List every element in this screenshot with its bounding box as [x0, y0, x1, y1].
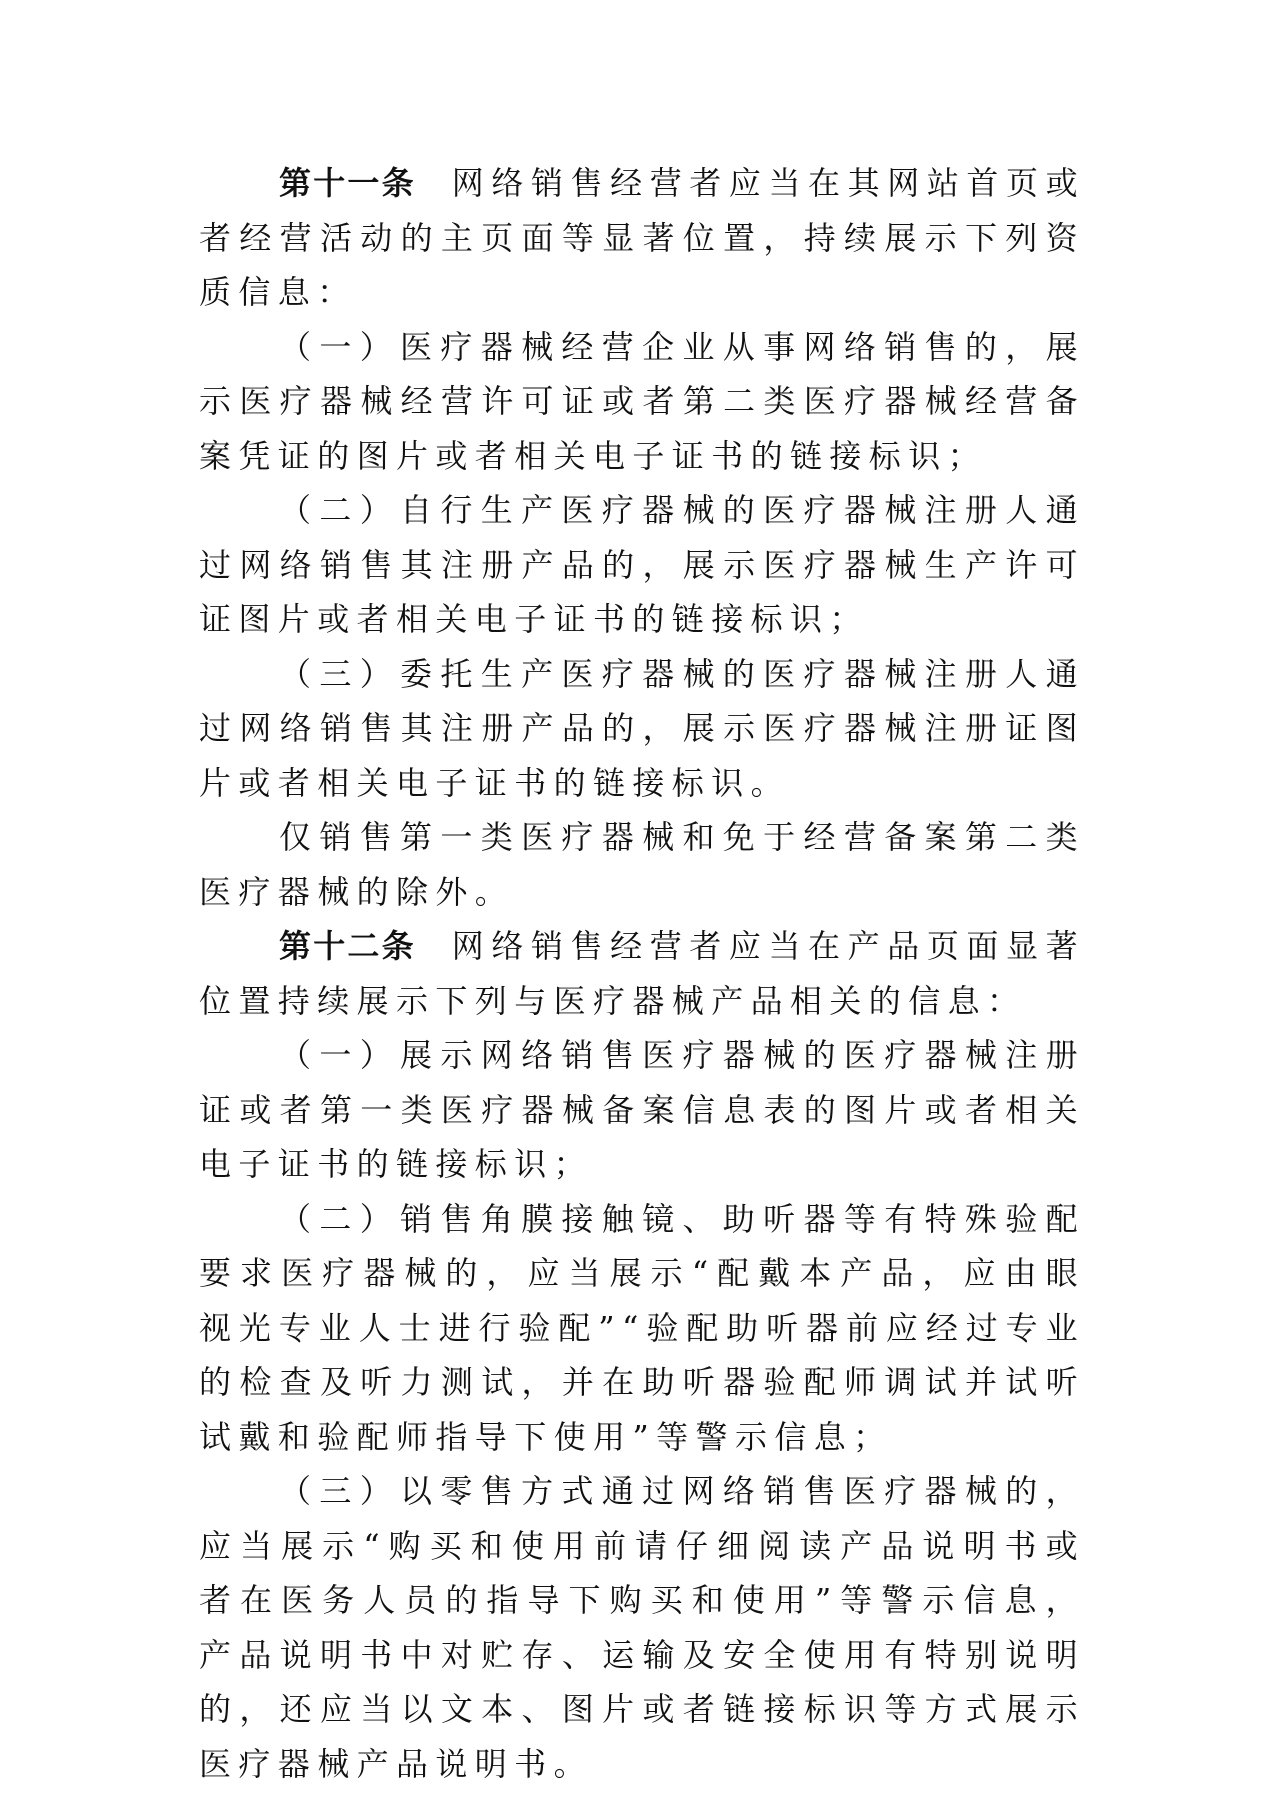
article-11-item-2: （二）自行生产医疗器械的医疗器械注册人通过网络销售其注册产品的，展示医疗器械生产许可证图片或者相关电子证书的链接标识；	[199, 491, 1085, 638]
document-page	[199, 156, 1085, 1791]
article-11-item-1: （一）医疗器械经营企业从事网络销售的，展示医疗器械经营许可证或者第二类医疗器械经营备案凭证的图片或者相关电子证书的链接标识；	[199, 327, 1085, 475]
article-12-item-2: （二）销售角膜接触镜、助听器等有特殊验配要求医疗器械的，应当展示“配戴本产品，应由眼视光专业人士进行验配”“验配助听器前应经过专业的检查及听力测试，并在助听器验配师调试并试听试戴和验配师指导下使用”等警示信息；	[199, 1199, 1085, 1456]
article-12-paragraph	[199, 919, 1085, 1028]
article-12-heading: 第十二条	[279, 927, 416, 965]
article-12-item-1: （一）展示网络销售医疗器械的医疗器械注册证或者第一类医疗器械备案信息表的图片或者相关电子证书的链接标识；	[199, 1036, 1085, 1183]
article-12-item-3: （三）以零售方式通过网络销售医疗器械的，应当展示“购买和使用前请仔细阅读产品说明书或者在医务人员的指导下购买和使用”等警示信息，产品说明书中对贮存、运输及安全使用有特别说明的，还应当以文本、图片或者链接标识等方式展示医疗器械产品说明书。	[199, 1472, 1085, 1783]
article-11-heading: 第十一条	[279, 164, 416, 202]
article-11-paragraph	[199, 156, 1085, 320]
article-11-item-3: （三）委托生产医疗器械的医疗器械注册人通过网络销售其注册产品的，展示医疗器械注册证图片或者相关电子证书的链接标识。	[199, 654, 1085, 802]
article-11-note: 仅销售第一类医疗器械和免于经营备案第二类医疗器械的除外。	[199, 818, 1085, 911]
article-12-lead: 网络销售经营者应当在产品页面显著位置持续展示下列与医疗器械产品相关的信息：	[199, 927, 1085, 1020]
article-11-lead: 网络销售经营者应当在其网站首页或者经营活动的主页面等显著位置，持续展示下列资质信息：	[199, 164, 1085, 311]
